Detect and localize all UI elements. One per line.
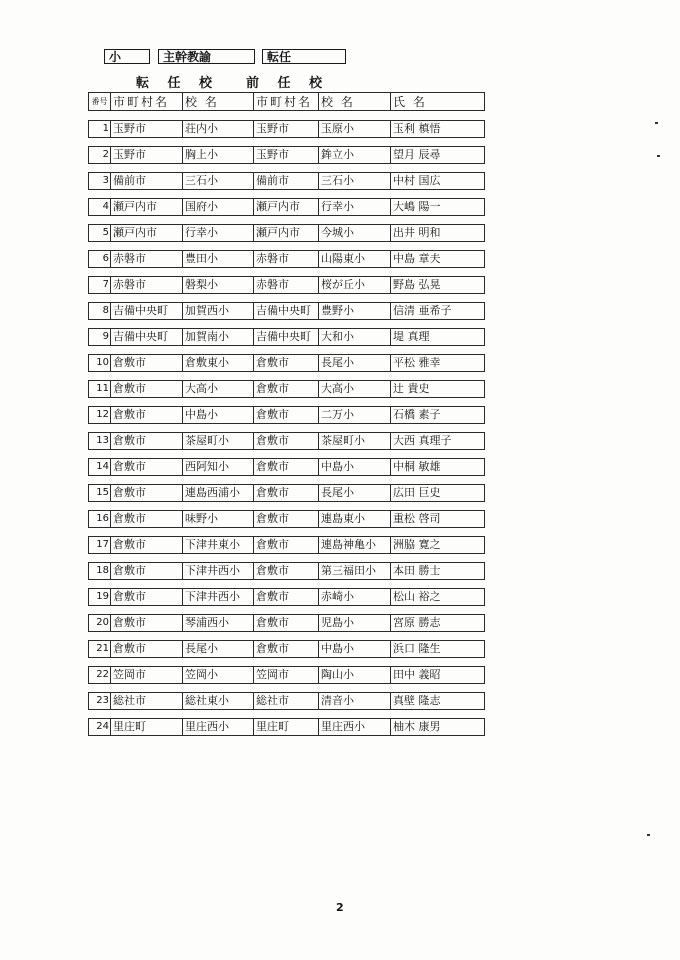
transfer-type-box: 転任: [262, 49, 346, 64]
scan-speck: [655, 122, 658, 124]
new-school-cell: 磐梨小: [183, 277, 254, 294]
spacer-cell: [89, 372, 485, 381]
previous-school-heading: 前 任 校: [246, 76, 330, 91]
table-row: [89, 121, 485, 138]
table-row: [89, 225, 485, 242]
new-city-cell: 瀬戸内市: [111, 199, 183, 216]
new-city-cell: 倉敷市: [111, 355, 183, 372]
row-spacer: [89, 710, 485, 719]
row-spacer: [89, 606, 485, 615]
position-box: 主幹教諭: [158, 49, 255, 64]
new-city-cell: 玉野市: [111, 147, 183, 164]
new-city-cell: 赤磐市: [111, 277, 183, 294]
new-school-cell: 味野小: [183, 511, 254, 528]
row-number: 17: [89, 537, 111, 554]
spacer-cell: [89, 580, 485, 589]
row-spacer: [89, 268, 485, 277]
prev-city-cell: 玉野市: [254, 147, 319, 164]
new-city-cell: 里庄町: [111, 719, 183, 736]
spacer-cell: [89, 294, 485, 303]
table-row: [89, 693, 485, 710]
new-city-cell: 倉敷市: [111, 381, 183, 398]
table-row: [89, 199, 485, 216]
row-spacer: [89, 138, 485, 147]
teacher-name-cell: 田中 義昭: [391, 667, 485, 684]
table-row: [89, 433, 485, 450]
teacher-name-cell: 柚木 康男: [391, 719, 485, 736]
prev-school-cell: 茶屋町小: [319, 433, 391, 450]
row-spacer: [89, 216, 485, 225]
row-spacer: [89, 424, 485, 433]
spacer-cell: [89, 242, 485, 251]
teacher-name-cell: 真壁 隆志: [391, 693, 485, 710]
row-spacer: [89, 684, 485, 693]
teacher-name-cell: 本田 勝士: [391, 563, 485, 580]
prev-school-cell: 中島小: [319, 641, 391, 658]
row-number: 3: [89, 173, 111, 190]
prev-school-cell: 連島神亀小: [319, 537, 391, 554]
new-city-cell: 総社市: [111, 693, 183, 710]
school-level-box: 小: [104, 49, 150, 64]
new-school-cell: 下津井東小: [183, 537, 254, 554]
table-row: [89, 589, 485, 606]
new-school-cell: 豊田小: [183, 251, 254, 268]
spacer-cell: [89, 164, 485, 173]
new-school-cell: 笠岡小: [183, 667, 254, 684]
row-spacer: [89, 450, 485, 459]
teacher-name-cell: 出井 明和: [391, 225, 485, 242]
new-city-cell: 倉敷市: [111, 641, 183, 658]
new-school-cell: 下津井西小: [183, 563, 254, 580]
row-number: 15: [89, 485, 111, 502]
prev-city-cell: 備前市: [254, 173, 319, 190]
new-city-cell: 倉敷市: [111, 433, 183, 450]
prev-school-cell: 赤崎小: [319, 589, 391, 606]
spacer-cell: [89, 502, 485, 511]
new-school-cell: 連島西浦小: [183, 485, 254, 502]
prev-school-cell: 里庄西小: [319, 719, 391, 736]
table-row: [89, 355, 485, 372]
table-row: [89, 407, 485, 424]
col-header-new-school: 校 名: [183, 93, 254, 111]
row-number: 4: [89, 199, 111, 216]
row-spacer: [89, 164, 485, 173]
transfer-table: [88, 92, 485, 736]
row-number: 13: [89, 433, 111, 450]
row-spacer: [89, 632, 485, 641]
table-row: [89, 147, 485, 164]
teacher-name-cell: 辻 貴史: [391, 381, 485, 398]
spacer-cell: [89, 190, 485, 199]
prev-city-cell: 倉敷市: [254, 563, 319, 580]
teacher-name-cell: 中島 章夫: [391, 251, 485, 268]
prev-city-cell: 吉備中央町: [254, 303, 319, 320]
row-spacer: [89, 580, 485, 589]
prev-city-cell: 倉敷市: [254, 641, 319, 658]
prev-school-cell: 山陽東小: [319, 251, 391, 268]
teacher-name-cell: 石橋 素子: [391, 407, 485, 424]
prev-school-cell: 行幸小: [319, 199, 391, 216]
col-header-new-city: 市町村名: [111, 93, 183, 111]
spacer-cell: [89, 398, 485, 407]
teacher-name-cell: 大嶋 陽一: [391, 199, 485, 216]
prev-city-cell: 倉敷市: [254, 381, 319, 398]
new-school-cell: 琴浦西小: [183, 615, 254, 632]
spacer-cell: [89, 268, 485, 277]
new-city-cell: 玉野市: [111, 121, 183, 138]
prev-school-cell: 桜が丘小: [319, 277, 391, 294]
scan-speck: [657, 155, 660, 157]
prev-school-cell: 大高小: [319, 381, 391, 398]
table-row: [89, 537, 485, 554]
new-school-cell: 加賀西小: [183, 303, 254, 320]
new-city-cell: 吉備中央町: [111, 303, 183, 320]
teacher-name-cell: 重松 啓司: [391, 511, 485, 528]
new-city-cell: 瀬戸内市: [111, 225, 183, 242]
prev-school-cell: 長尾小: [319, 355, 391, 372]
prev-school-cell: 連島東小: [319, 511, 391, 528]
spacer-cell: [89, 216, 485, 225]
prev-city-cell: 赤磐市: [254, 251, 319, 268]
prev-city-cell: 倉敷市: [254, 433, 319, 450]
prev-school-cell: 今城小: [319, 225, 391, 242]
row-spacer: [89, 346, 485, 355]
new-school-cell: 中島小: [183, 407, 254, 424]
spacer-cell: [89, 632, 485, 641]
new-school-cell: 加賀南小: [183, 329, 254, 346]
row-number: 20: [89, 615, 111, 632]
row-spacer: [89, 528, 485, 537]
new-school-cell: 国府小: [183, 199, 254, 216]
prev-school-cell: 二万小: [319, 407, 391, 424]
prev-school-cell: 第三福田小: [319, 563, 391, 580]
row-number: 12: [89, 407, 111, 424]
scan-speck: [647, 834, 650, 836]
teacher-name-cell: 松山 裕之: [391, 589, 485, 606]
teacher-name-cell: 玉利 槙悟: [391, 121, 485, 138]
row-number: 19: [89, 589, 111, 606]
prev-city-cell: 総社市: [254, 693, 319, 710]
prev-city-cell: 瀬戸内市: [254, 199, 319, 216]
table-row: [89, 641, 485, 658]
teacher-name-cell: 浜口 隆生: [391, 641, 485, 658]
gap-cell: [89, 111, 485, 121]
teacher-name-cell: 広田 巨史: [391, 485, 485, 502]
col-header-prev-school: 校 名: [319, 93, 391, 111]
row-number: 24: [89, 719, 111, 736]
teacher-name-cell: 平松 雅幸: [391, 355, 485, 372]
table-body: [89, 111, 485, 736]
teacher-name-cell: 望月 辰尋: [391, 147, 485, 164]
table-row: [89, 563, 485, 580]
prev-school-cell: 児島小: [319, 615, 391, 632]
spacer-cell: [89, 138, 485, 147]
new-school-cell: 茶屋町小: [183, 433, 254, 450]
prev-city-cell: 倉敷市: [254, 589, 319, 606]
row-number: 14: [89, 459, 111, 476]
prev-city-cell: 倉敷市: [254, 615, 319, 632]
page-number: 2: [336, 901, 344, 914]
prev-city-cell: 倉敷市: [254, 459, 319, 476]
row-spacer: [89, 242, 485, 251]
prev-school-cell: 陶山小: [319, 667, 391, 684]
teacher-name-cell: 中桐 敏雄: [391, 459, 485, 476]
table-row: [89, 329, 485, 346]
prev-school-cell: 中島小: [319, 459, 391, 476]
teacher-name-cell: 宮原 勝志: [391, 615, 485, 632]
table-gap: [89, 111, 485, 121]
new-city-cell: 倉敷市: [111, 589, 183, 606]
table-row: [89, 251, 485, 268]
spacer-cell: [89, 320, 485, 329]
row-number: 9: [89, 329, 111, 346]
spacer-cell: [89, 554, 485, 563]
teacher-name-cell: 野島 弘晃: [391, 277, 485, 294]
new-city-cell: 倉敷市: [111, 537, 183, 554]
prev-school-cell: 三石小: [319, 173, 391, 190]
new-school-cell: 長尾小: [183, 641, 254, 658]
new-city-cell: 倉敷市: [111, 459, 183, 476]
teacher-name-cell: 信清 亜希子: [391, 303, 485, 320]
prev-city-cell: 倉敷市: [254, 407, 319, 424]
prev-city-cell: 里庄町: [254, 719, 319, 736]
new-school-cell: 西阿知小: [183, 459, 254, 476]
row-number: 10: [89, 355, 111, 372]
new-school-cell: 下津井西小: [183, 589, 254, 606]
new-school-cell: 大高小: [183, 381, 254, 398]
table-row: [89, 615, 485, 632]
prev-city-cell: 玉野市: [254, 121, 319, 138]
new-city-cell: 倉敷市: [111, 615, 183, 632]
new-city-cell: 倉敷市: [111, 407, 183, 424]
row-number: 16: [89, 511, 111, 528]
spacer-cell: [89, 684, 485, 693]
row-spacer: [89, 476, 485, 485]
new-city-cell: 倉敷市: [111, 563, 183, 580]
spacer-cell: [89, 450, 485, 459]
prev-city-cell: 赤磐市: [254, 277, 319, 294]
row-spacer: [89, 658, 485, 667]
teacher-name-cell: 堤 真理: [391, 329, 485, 346]
new-city-cell: 笠岡市: [111, 667, 183, 684]
new-school-cell: 里庄西小: [183, 719, 254, 736]
row-spacer: [89, 320, 485, 329]
teacher-name-cell: 大西 真理子: [391, 433, 485, 450]
spacer-cell: [89, 424, 485, 433]
spacer-cell: [89, 606, 485, 615]
spacer-cell: [89, 476, 485, 485]
row-number: 21: [89, 641, 111, 658]
teacher-name-cell: 洲脇 寛之: [391, 537, 485, 554]
table-row: [89, 667, 485, 684]
table-row: [89, 173, 485, 190]
prev-city-cell: 吉備中央町: [254, 329, 319, 346]
new-school-cell: 行幸小: [183, 225, 254, 242]
col-header-number: 番号: [89, 93, 111, 111]
row-number: 22: [89, 667, 111, 684]
spacer-cell: [89, 710, 485, 719]
row-number: 5: [89, 225, 111, 242]
prev-city-cell: 瀬戸内市: [254, 225, 319, 242]
spacer-cell: [89, 528, 485, 537]
prev-school-cell: 大和小: [319, 329, 391, 346]
new-school-cell: 胸上小: [183, 147, 254, 164]
row-number: 6: [89, 251, 111, 268]
prev-school-cell: 鉾立小: [319, 147, 391, 164]
prev-city-cell: 笠岡市: [254, 667, 319, 684]
new-school-cell: 荘内小: [183, 121, 254, 138]
row-number: 2: [89, 147, 111, 164]
table-row: [89, 485, 485, 502]
col-header-prev-city: 市町村名: [254, 93, 319, 111]
table-row: [89, 303, 485, 320]
prev-school-cell: 玉原小: [319, 121, 391, 138]
row-number: 23: [89, 693, 111, 710]
new-city-cell: 倉敷市: [111, 485, 183, 502]
row-spacer: [89, 372, 485, 381]
row-spacer: [89, 190, 485, 199]
table-row: [89, 459, 485, 476]
col-header-name: 氏 名: [391, 93, 485, 111]
prev-city-cell: 倉敷市: [254, 537, 319, 554]
new-school-cell: 総社東小: [183, 693, 254, 710]
new-city-cell: 赤磐市: [111, 251, 183, 268]
row-number: 11: [89, 381, 111, 398]
new-school-cell: 倉敷東小: [183, 355, 254, 372]
table-row: [89, 719, 485, 736]
row-number: 18: [89, 563, 111, 580]
new-school-heading: 転 任 校: [136, 76, 220, 91]
table-header-row: [89, 93, 485, 111]
row-spacer: [89, 502, 485, 511]
row-number: 8: [89, 303, 111, 320]
prev-school-cell: 清音小: [319, 693, 391, 710]
row-spacer: [89, 554, 485, 563]
new-city-cell: 備前市: [111, 173, 183, 190]
table-row: [89, 277, 485, 294]
new-city-cell: 倉敷市: [111, 511, 183, 528]
row-number: 1: [89, 121, 111, 138]
table-row: [89, 511, 485, 528]
spacer-cell: [89, 346, 485, 355]
new-school-cell: 三石小: [183, 173, 254, 190]
table-row: [89, 381, 485, 398]
teacher-name-cell: 中村 国広: [391, 173, 485, 190]
prev-school-cell: 長尾小: [319, 485, 391, 502]
spacer-cell: [89, 658, 485, 667]
prev-school-cell: 豊野小: [319, 303, 391, 320]
prev-city-cell: 倉敷市: [254, 355, 319, 372]
row-number: 7: [89, 277, 111, 294]
prev-city-cell: 倉敷市: [254, 485, 319, 502]
row-spacer: [89, 398, 485, 407]
new-city-cell: 吉備中央町: [111, 329, 183, 346]
row-spacer: [89, 294, 485, 303]
prev-city-cell: 倉敷市: [254, 511, 319, 528]
